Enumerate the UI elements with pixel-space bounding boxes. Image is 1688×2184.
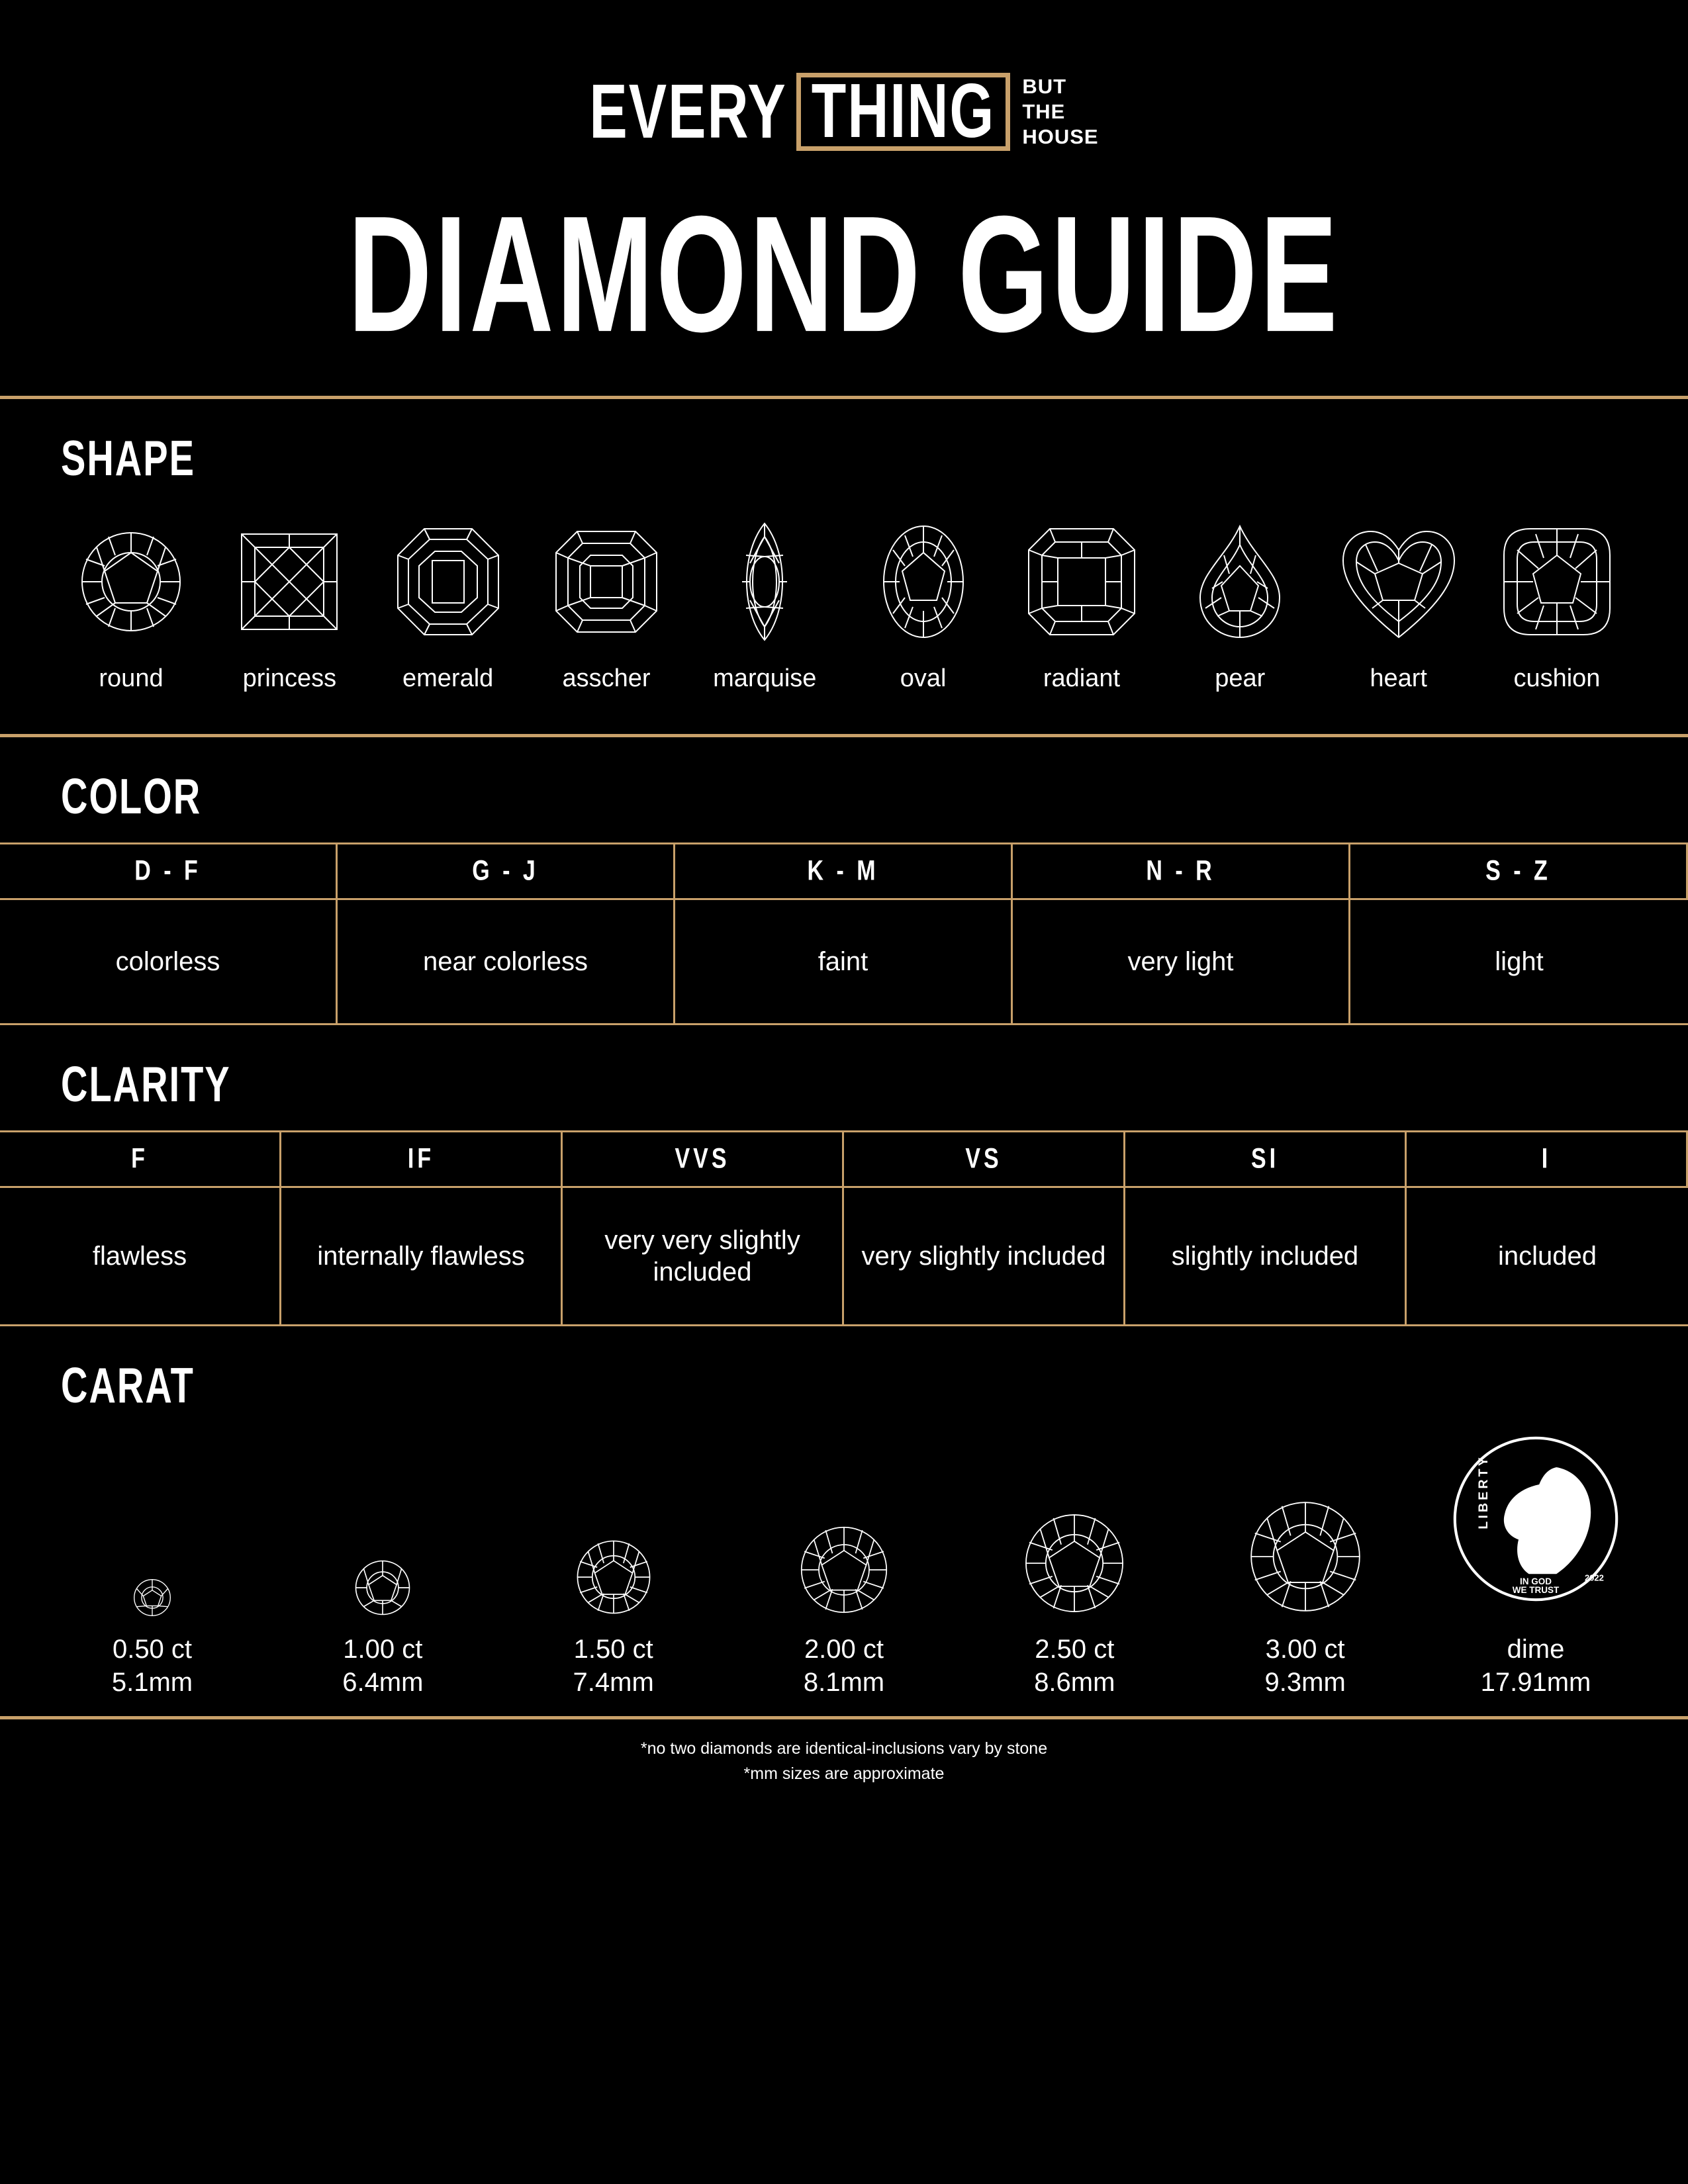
color-header-cell: [1350, 844, 1688, 900]
shape-item-emerald: [373, 506, 523, 693]
carat-size: 7.4mm: [573, 1668, 654, 1697]
shape-item-pear: [1165, 506, 1315, 693]
footnote-line-1: *no two diamonds are identical-inclusions vary by stone: [640, 1739, 1048, 1758]
round-diamond-icon: [514, 1420, 713, 1618]
carat-weight: 1.00 ct: [343, 1635, 423, 1664]
clarity-header-cell: [1407, 1132, 1688, 1188]
clarity-table: [0, 1130, 1688, 1326]
clarity-value-cell: internally flawless: [281, 1188, 563, 1324]
princess-diamond-icon: [214, 506, 364, 658]
carat-size: 8.1mm: [803, 1668, 885, 1697]
carat-reference-label: dime: [1507, 1635, 1565, 1664]
shape-label: heart: [1370, 664, 1427, 692]
logo-word-every: EVERY: [589, 69, 787, 155]
color-value-cell: light: [1495, 947, 1544, 976]
shape-item-asscher: [532, 506, 681, 693]
color-value-cell: faint: [675, 900, 1013, 1023]
shape-label: radiant: [1043, 664, 1121, 692]
clarity-value-cell: very very slightly included: [563, 1188, 844, 1324]
clarity-header-cell: [1125, 1132, 1407, 1188]
carat-item-150: [514, 1420, 713, 1699]
page-title: DIAMOND GUIDE: [348, 182, 1340, 367]
section-title-color: COLOR: [61, 767, 202, 825]
shape-label: round: [99, 664, 164, 692]
carat-size: 6.4mm: [342, 1668, 424, 1697]
carat-size: 5.1mm: [111, 1668, 193, 1697]
color-table: [0, 842, 1688, 1025]
color-value-cell: near colorless: [338, 900, 675, 1023]
svg-text:WE TRUST: WE TRUST: [1512, 1584, 1560, 1595]
svg-text:2022: 2022: [1584, 1572, 1604, 1583]
asscher-diamond-icon: [532, 506, 681, 658]
clarity-header-label: VVS: [675, 1143, 730, 1175]
color-header-cell: [675, 844, 1013, 900]
heart-diamond-icon: [1324, 506, 1474, 658]
shape-label: cushion: [1513, 664, 1601, 692]
svg-text:LIBERTY: LIBERTY: [1476, 1455, 1491, 1529]
footnotes: [0, 1719, 1688, 1786]
clarity-header-label: F: [131, 1143, 148, 1175]
section-shape: [0, 399, 1688, 734]
clarity-value-cell: slightly included: [1125, 1188, 1407, 1324]
color-header-label: D - F: [134, 855, 201, 887]
carat-size: 8.6mm: [1034, 1668, 1115, 1697]
clarity-value-cell: included: [1497, 1242, 1597, 1271]
carat-item-300: [1206, 1420, 1405, 1699]
marquise-diamond-icon: [690, 506, 839, 658]
carat-weight: 2.00 ct: [804, 1635, 884, 1664]
logo-stack: [1022, 74, 1098, 149]
color-value-cell: colorless: [0, 900, 338, 1023]
shape-label: emerald: [402, 664, 494, 692]
clarity-value-cell: very slightly included: [844, 1188, 1125, 1324]
clarity-header-label: VS: [965, 1143, 1002, 1175]
carat-weight: 1.50 ct: [573, 1635, 653, 1664]
carat-item-250: [975, 1420, 1174, 1699]
shape-item-heart: [1324, 506, 1474, 693]
shape-item-princess: [214, 506, 364, 693]
svg-text:IN GOD: IN GOD: [1519, 1576, 1552, 1586]
logo-stack-line-2: THE: [1022, 100, 1066, 124]
clarity-header-cell: [563, 1132, 844, 1188]
shape-label: asscher: [562, 664, 651, 692]
color-header-label: K - M: [807, 855, 879, 887]
shape-label: oval: [900, 664, 947, 692]
section-title-carat: CARAT: [61, 1356, 195, 1414]
shape-label: princess: [242, 664, 337, 692]
clarity-header-cell: [281, 1132, 563, 1188]
section-title-shape: SHAPE: [61, 429, 195, 486]
color-header-label: G - J: [472, 855, 539, 887]
color-value-cell: very light: [1013, 900, 1350, 1023]
shape-label: marquise: [713, 664, 817, 692]
section-title-clarity: CLARITY: [61, 1055, 231, 1113]
color-header-cell: [0, 844, 338, 900]
carat-item-200: [745, 1420, 943, 1699]
logo-stack-line-1: BUT: [1022, 75, 1067, 99]
shape-item-radiant: [1007, 506, 1156, 693]
cushion-diamond-icon: [1482, 506, 1632, 658]
shape-item-marquise: [690, 506, 839, 693]
radiant-diamond-icon: [1007, 506, 1156, 658]
color-header-cell: [1013, 844, 1350, 900]
carat-item-100: [283, 1420, 482, 1699]
carat-row: [0, 1420, 1688, 1699]
clarity-header-label: SI: [1250, 1143, 1280, 1175]
footnote-line-2: *mm sizes are approximate: [743, 1764, 945, 1783]
shape-item-round: [56, 506, 206, 693]
round-diamond-icon: [1206, 1420, 1405, 1618]
shape-label: pear: [1215, 664, 1266, 692]
carat-weight: 0.50 ct: [112, 1635, 193, 1664]
clarity-value-cell: flawless: [0, 1188, 281, 1324]
round-diamond-icon: [283, 1420, 482, 1618]
color-header-label: N - R: [1146, 855, 1215, 887]
shape-item-oval: [849, 506, 998, 693]
logo-stack-line-3: HOUSE: [1022, 124, 1099, 148]
round-diamond-icon: [56, 506, 206, 658]
color-header-label: S - Z: [1485, 855, 1551, 887]
clarity-header-label: IF: [407, 1143, 435, 1175]
section-carat: [0, 1326, 1688, 1699]
shape-row: [0, 479, 1688, 693]
brand-logo: [0, 68, 1688, 155]
logo-word-thing: THING: [811, 68, 996, 154]
round-diamond-icon: [975, 1420, 1174, 1618]
shape-item-cushion: [1482, 506, 1632, 693]
clarity-header-cell: [0, 1132, 281, 1188]
carat-item-050: [53, 1420, 252, 1699]
carat-weight: 2.50 ct: [1035, 1635, 1115, 1664]
carat-item-dime: [1436, 1420, 1635, 1699]
section-clarity: [0, 1025, 1688, 1326]
carat-size: 9.3mm: [1264, 1668, 1346, 1697]
section-color: [0, 737, 1688, 1025]
pear-diamond-icon: [1165, 506, 1315, 658]
clarity-header-cell: [844, 1132, 1125, 1188]
clarity-header-label: I: [1541, 1143, 1552, 1175]
oval-diamond-icon: [849, 506, 998, 658]
emerald-diamond-icon: [373, 506, 523, 658]
logo-thing-box: [796, 68, 1011, 154]
color-header-cell: [338, 844, 675, 900]
round-diamond-icon: [745, 1420, 943, 1618]
carat-weight: 3.00 ct: [1265, 1635, 1345, 1664]
carat-reference-size: 17.91mm: [1480, 1668, 1591, 1697]
round-diamond-icon: [53, 1420, 252, 1618]
page-header: [0, 0, 1688, 396]
dime-coin-icon: [1436, 1420, 1635, 1618]
